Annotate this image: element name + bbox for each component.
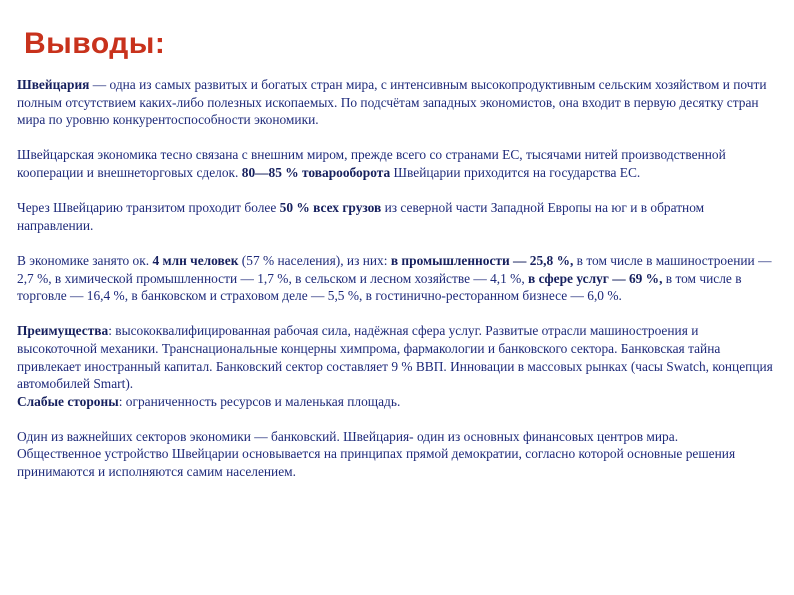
- bold-term: в промышленности — 25,8 %,: [390, 252, 574, 268]
- slide-body: [17, 76, 777, 481]
- bold-term: 4 млн человек: [152, 252, 239, 268]
- bold-term: 50 % всех грузов: [279, 200, 382, 216]
- paragraph-weaknesses: [17, 393, 777, 411]
- paragraph-advantages: [17, 322, 777, 392]
- paragraph-gap: [17, 305, 777, 323]
- bold-term: в сфере услуг — 69 %,: [528, 270, 663, 286]
- bold-term: 80—85 % товарооборота: [241, 164, 391, 180]
- text-span: : высококвалифицированная рабочая сила, надёжная сфера услуг. Развитые отрасли машиностроения и высокоточной механики. Транснациональные концерны химпрома, фармакологии и банковского сектора. Банковская тайна привлекает иностранный капитал. Банковский сектор составляет 9 % ВВП. Инновации в массовых рынках (часы Swatch, концепция автомобилей Smart).: [17, 323, 773, 392]
- slide-title: Выводы:: [24, 27, 166, 60]
- paragraph-gap: [17, 234, 777, 252]
- paragraph-banking: [17, 428, 777, 446]
- text-span: Один из важнейших секторов экономики — банковский. Швейцария- один из основных финансовых центров мира.: [17, 428, 679, 444]
- bold-term: Преимущества: [17, 323, 109, 339]
- paragraph-gap: [17, 182, 777, 200]
- paragraph-trade: [17, 146, 777, 181]
- text-span: в том числе в торговле — 16,4 %, в банковском и страховом деле — 5,5 %, в гостинично-ресторанном бизнесе — 6,0 %.: [17, 270, 742, 304]
- text-span: : ограниченность ресурсов и маленькая площадь.: [118, 393, 401, 409]
- paragraph-employment: [17, 252, 777, 305]
- text-span: Общественное устройство Швейцарии основывается на принципах прямой демократии, согласно которой основные решения принимаются и исполняются самим населением.: [17, 446, 736, 480]
- text-span: в том числе в машиностроении — 2,7 %, в химической промышленности — 1,7 %, в сельском и лесном хозяйстве — 4,1 %,: [17, 252, 772, 286]
- paragraph-gap: [17, 410, 777, 428]
- text-span: В экономике занято ок.: [17, 252, 153, 268]
- text-span: Через Швейцарию транзитом проходит более: [17, 200, 280, 216]
- text-span: — одна из самых развитых и богатых стран мира, с интенсивным высокопродуктивным сельским хозяйством и почти полным отсутствием каких-либо полезных ископаемых. По подсчётам западных экономистов, она входит в первую десятку стран мира по уровню конкурентоспособности экономики.: [17, 77, 767, 128]
- paragraph-gap: [17, 129, 777, 147]
- text-span: из северной части Западной Европы на юг и в обратном направлении.: [17, 200, 705, 233]
- paragraph-transit: [17, 199, 777, 234]
- bold-term: Слабые стороны: [17, 393, 119, 409]
- paragraph-overview: [17, 76, 777, 129]
- text-span: Швейцарии приходится на государства ЕС.: [390, 164, 641, 180]
- bold-term: Швейцария: [17, 77, 90, 92]
- text-span: (57 % населения), из них:: [238, 252, 391, 268]
- text-span: Швейцарская экономика тесно связана с внешним миром, прежде всего со странами ЕС, тысячами нитей производственной кооперации и внешнеторговых сделок.: [17, 147, 726, 180]
- paragraph-democracy: [17, 445, 777, 480]
